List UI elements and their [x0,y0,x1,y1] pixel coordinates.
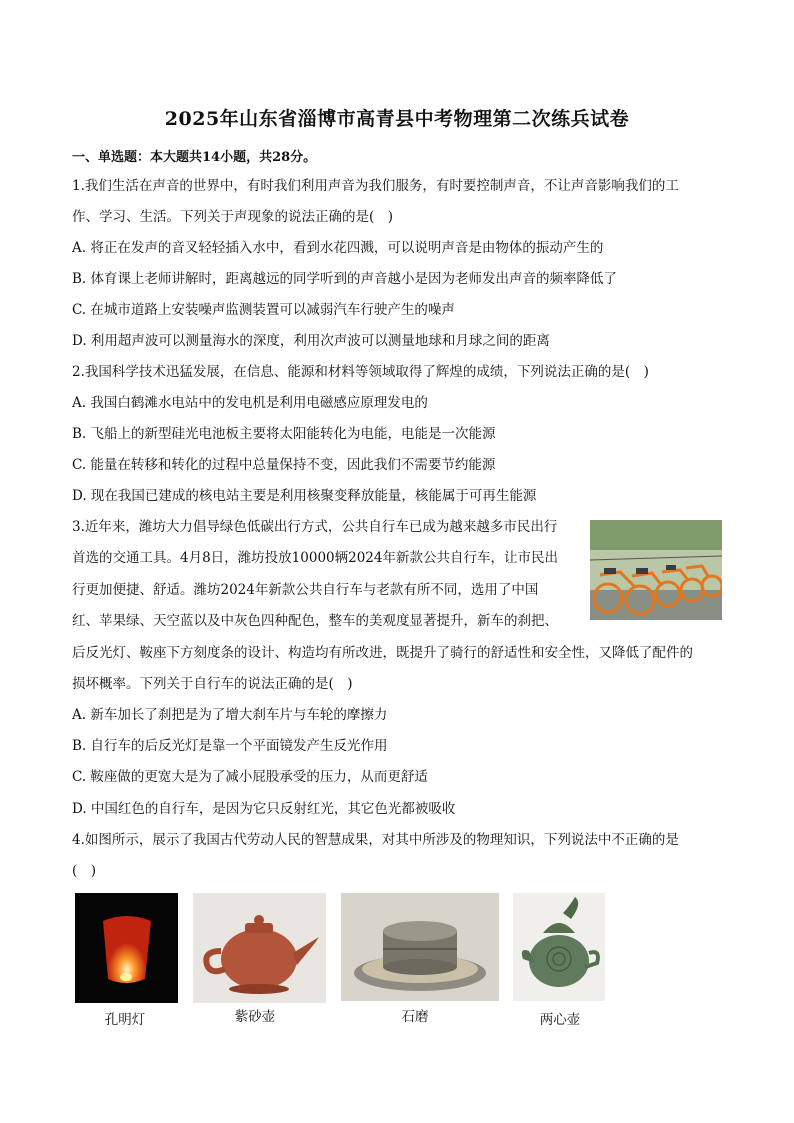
q4-stem-line1: 4.如图所示，展示了我国古代劳动人民的智慧成果，对其中所涉及的物理知识，下列说法中不正确的是 [72,832,679,848]
caption-purple-clay-teapot: 紫砂壶 [234,1009,276,1025]
q3-option-d: D. 中国红色的自行车，是因为它只反射红光，其它色光都被吸收 [72,801,456,817]
q3-stem-line3: 行更加便捷、舒适。潍坊2024年新款公共自行车与老款有所不同，选用了中国 [72,582,539,598]
q3-option-c: C. 鞍座做的更宽大是为了减小屁股承受的压力，从而更舒适 [72,769,428,785]
q1-option-a: A. 将正在发声的音叉轻轻插入水中，看到水花四溅，可以说明声音是由物体的振动产生的 [72,240,604,256]
q4-stem-line2: ( ) [72,863,97,879]
q3-stem-line2: 首选的交通工具。4月8日，潍坊投放10000辆2024年新款公共自行车，让市民出 [72,550,558,566]
two-heart-pot-image [513,893,605,1001]
q3-option-a: A. 新车加长了刹把是为了增大刹车片与车轮的摩擦力 [72,707,388,723]
q1-stem-line2: 作、学习、生活。下列关于声现象的说法正确的是( ) [72,209,394,225]
q1-option-d: D. 利用超声波可以测量海水的深度，利用次声波可以测量地球和月球之间的距离 [72,333,550,349]
q3-option-b: B. 自行车的后反光灯是靠一个平面镜发产生反光作用 [72,738,388,754]
q3-stem-line5: 后反光灯、鞍座下方刻度条的设计、构造均有所改进，既提升了骑行的舒适性和安全性，又降低了配件的 [72,645,693,661]
caption-stone-mill: 石磨 [401,1009,429,1025]
figure-row [0,893,794,1033]
section-heading: 一、单选题：本大题共14小题，共28分。 [72,150,317,165]
stone-mill-image [341,893,499,1001]
q1-option-c: C. 在城市道路上安装噪声监测装置可以减弱汽车行驶产生的噪声 [72,302,455,318]
caption-kongming-lantern: 孔明灯 [104,1012,146,1028]
q1-stem-line1: 1.我们生活在声音的世界中，有时我们利用声音为我们服务，有时要控制声音，不让声音影响我们的工 [72,178,679,194]
purple-clay-teapot-image [193,893,326,1003]
q2-option-c: C. 能量在转移和转化的过程中总量保持不变，因此我们不需要节约能源 [72,457,496,473]
q3-stem-line4: 红、苹果绿、天空蓝以及中灰色四种配色，整车的美观度显著提升，新车的刹把、 [72,613,558,629]
sky-lantern-image [75,893,178,1003]
q2-stem: 2.我国科学技术迅猛发展，在信息、能源和材料等领域取得了辉煌的成绩，下列说法正确的是( ) [72,364,649,380]
bicycles-photo [590,520,722,620]
caption-two-heart-pot: 两心壶 [539,1012,581,1028]
q3-stem-line1: 3.近年来，潍坊大力倡导绿色低碳出行方式，公共自行车已成为越来越多市民出行 [72,519,558,535]
q2-option-b: B. 飞船上的新型硅光电池板主要将太阳能转化为电能，电能是一次能源 [72,426,496,442]
exam-title: 2025年山东省淄博市高青县中考物理第二次练兵试卷 [164,108,630,130]
q3-stem-line6: 损坏概率。下列关于自行车的说法正确的是( ) [72,676,353,692]
q2-option-a: A. 我国白鹤滩水电站中的发电机是利用电磁感应原理发电的 [72,395,428,411]
q1-option-b: B. 体育课上老师讲解时，距离越远的同学听到的声音越小是因为老师发出声音的频率降低了 [72,271,618,287]
q2-option-d: D. 现在我国已建成的核电站主要是利用核聚变释放能量，核能属于可再生能源 [72,488,537,504]
